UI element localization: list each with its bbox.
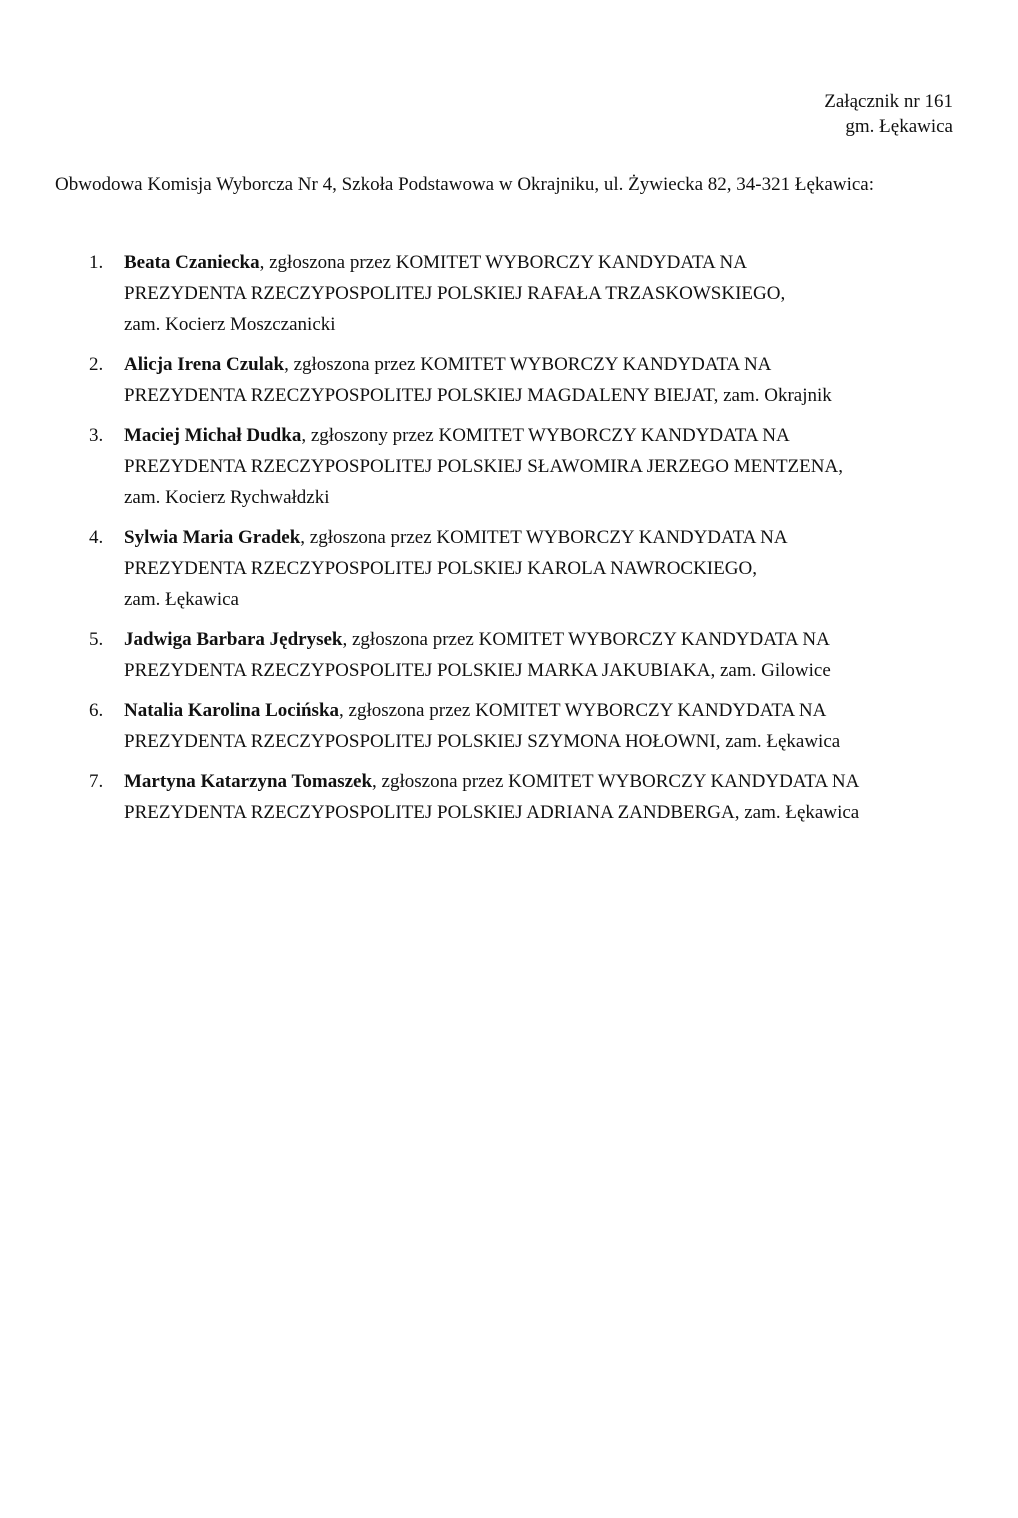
member-detail: , zgłoszona przez KOMITET WYBORCZY KANDYDATA NA — [284, 354, 772, 375]
member-detail: , zgłoszona przez KOMITET WYBORCZY KANDYDATA NA — [300, 527, 788, 548]
member-detail: , zgłoszona przez KOMITET WYBORCZY KANDYDATA NA — [372, 771, 860, 792]
member-name: Sylwia Maria Gradek — [124, 527, 301, 548]
member-name: Alicja Irena Czulak — [124, 354, 285, 375]
item-line — [124, 624, 944, 655]
list-item — [0, 624, 944, 686]
item-line: PREZYDENTA RZECZYPOSPOLITEJ POLSKIEJ ADRIANA ZANDBERGA, zam. Łękawica — [124, 802, 860, 823]
item-line: PREZYDENTA RZECZYPOSPOLITEJ POLSKIEJ RAFAŁA TRZASKOWSKIEGO, — [124, 283, 786, 304]
item-line: PREZYDENTA RZECZYPOSPOLITEJ POLSKIEJ MARKA JAKUBIAKA, zam. Gilowice — [124, 660, 831, 681]
list-item — [0, 349, 944, 411]
item-line — [124, 695, 944, 726]
list-item — [0, 522, 944, 615]
item-number: 1. — [89, 252, 104, 273]
item-line: PREZYDENTA RZECZYPOSPOLITEJ POLSKIEJ KAROLA NAWROCKIEGO, — [124, 558, 757, 579]
member-name: Natalia Karolina Locińska — [124, 700, 340, 721]
members-list — [0, 247, 1018, 837]
municipality: gm. Łękawica — [845, 116, 953, 137]
member-name: Jadwiga Barbara Jędrysek — [124, 629, 343, 650]
member-detail: , zgłoszona przez KOMITET WYBORCZY KANDYDATA NA — [339, 700, 827, 721]
item-number: 5. — [89, 629, 104, 650]
item-number: 6. — [89, 700, 104, 721]
item-number: 7. — [89, 771, 104, 792]
member-detail: , zgłoszona przez KOMITET WYBORCZY KANDYDATA NA — [342, 629, 830, 650]
list-item — [0, 695, 944, 757]
item-line — [124, 420, 944, 451]
item-line: zam. Kocierz Moszczanicki — [124, 314, 336, 335]
item-line: zam. Kocierz Rychwałdzki — [124, 487, 330, 508]
member-name: Beata Czaniecka — [124, 252, 260, 273]
list-item — [0, 420, 944, 513]
commission-heading: Obwodowa Komisja Wyborcza Nr 4, Szkoła Podstawowa w Okrajniku, ul. Żywiecka 82, 34-321 Łękawica: — [55, 174, 875, 195]
item-line: zam. Łękawica — [124, 589, 239, 610]
item-line: PREZYDENTA RZECZYPOSPOLITEJ POLSKIEJ SZYMONA HOŁOWNI, zam. Łękawica — [124, 731, 841, 752]
item-line: PREZYDENTA RZECZYPOSPOLITEJ POLSKIEJ SŁAWOMIRA JERZEGO MENTZENA, — [124, 456, 843, 477]
member-name: Martyna Katarzyna Tomaszek — [124, 771, 373, 792]
item-number: 2. — [89, 354, 104, 375]
annex-number: Załącznik nr 161 — [824, 91, 953, 112]
item-number: 4. — [89, 527, 104, 548]
item-line: PREZYDENTA RZECZYPOSPOLITEJ POLSKIEJ MAGDALENY BIEJAT, zam. Okrajnik — [124, 385, 832, 406]
member-name: Maciej Michał Dudka — [124, 425, 302, 446]
item-number: 3. — [89, 425, 104, 446]
member-detail: , zgłoszona przez KOMITET WYBORCZY KANDYDATA NA — [259, 252, 747, 273]
item-line — [124, 349, 944, 380]
annex-header — [824, 89, 953, 139]
member-detail: , zgłoszony przez KOMITET WYBORCZY KANDYDATA NA — [301, 425, 790, 446]
item-line — [124, 247, 944, 278]
list-item — [0, 247, 944, 340]
item-line — [124, 522, 944, 553]
item-line — [124, 766, 944, 797]
list-item — [0, 766, 944, 828]
